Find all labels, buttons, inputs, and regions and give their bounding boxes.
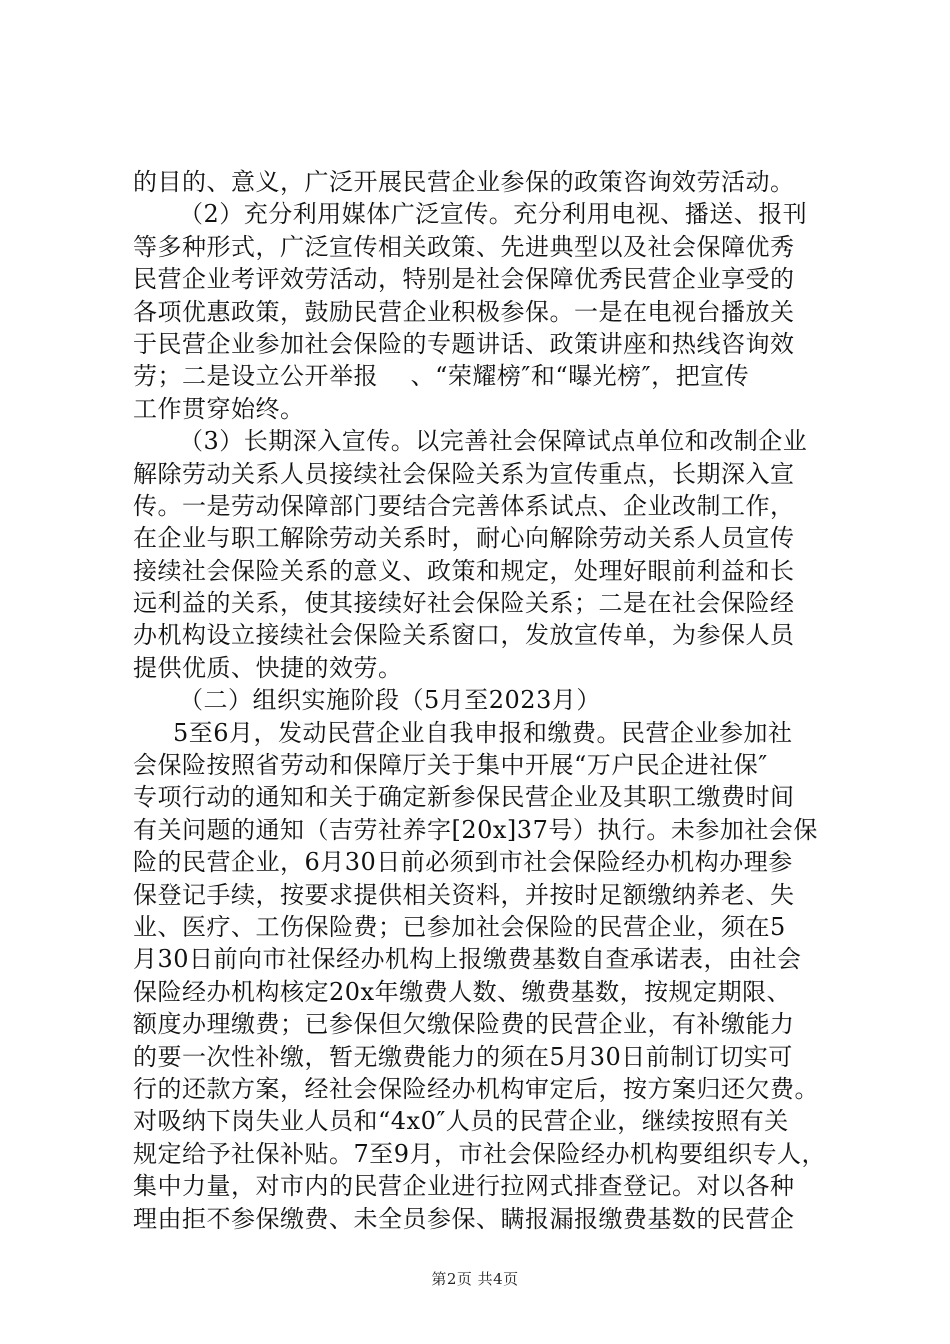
- paragraph-line: 理由拒不参保缴费、未全员参保、瞒报漏报缴费基数的民营企: [133, 1204, 795, 1233]
- paragraph-line: 传。一是劳动保障部门要结合完善体系试点、企业改制工作，: [133, 491, 795, 520]
- paragraph-line: 工作贯穿始终。: [133, 394, 305, 423]
- paragraph-line: 保登记手续，按要求提供相关资料，并按时足额缴纳养老、失: [133, 880, 795, 909]
- paragraph-line: 的目的、意义，广泛开展民营企业参保的政策咨询效劳活动。: [133, 168, 795, 196]
- paragraph-line: 险的民营企业，6月30日前必须到市社会保险经办机构办理参: [133, 848, 793, 877]
- section-heading: （二）组织实施阶段（5月至2023月）: [179, 686, 601, 715]
- paragraph-line: 等多种形式，广泛宣传相关政策、先进典型以及社会保障优秀: [133, 232, 795, 261]
- paragraph-line: 行的还款方案，经社会保险经办机构审定后，按方案归还欠费。: [133, 1074, 819, 1103]
- paragraph-line: 民营企业考评效劳活动，特别是社会保障优秀民营企业享受的: [133, 265, 795, 294]
- paragraph-line: 远利益的关系，使其接续好社会保险关系；二是在社会保险经: [133, 589, 795, 618]
- paragraph-line: 解除劳动关系人员接续社会保险关系为宣传重点，长期深入宣: [133, 459, 795, 488]
- paragraph-line: 保险经办机构核定20x年缴费人数、缴费基数，按规定期限、: [133, 977, 792, 1006]
- paragraph-line: 的要一次性补缴，暂无缴费能力的须在5月30日前制订切实可: [133, 1042, 793, 1071]
- paragraph-line: 月30日前向市社保经办机构上报缴费基数自查承诺表，由社会: [133, 945, 802, 974]
- paragraph-line: 5至6月，发动民营企业自我申报和缴费。民营企业参加社: [173, 718, 793, 747]
- paragraph-line: 规定给予社保补贴。7至9月，市社会保险经办机构要组织专人，: [133, 1139, 827, 1168]
- paragraph-line: 额度办理缴费；已参保但欠缴保险费的民营企业，有补缴能力: [133, 1010, 795, 1039]
- paragraph-line: （3）长期深入宣传。以完善社会保障试点单位和改制企业: [179, 427, 808, 456]
- document-body: [133, 166, 833, 1235]
- page-number-label: 第2页 共4页: [431, 1270, 519, 1288]
- paragraph-line: 会保险按照省劳动和保障厅关于集中开展“万户民企进社保″: [133, 751, 768, 780]
- paragraph-line: 对吸纳下岗失业人员和“4x0″人员的民营企业，继续按照有关: [133, 1107, 789, 1136]
- paragraph-line: （2）充分利用媒体广泛宣传。充分利用电视、播送、报刊: [179, 200, 808, 229]
- paragraph-line: 劳；二是设立公开举报 、“荣耀榜″和“曝光榜″，把宣传: [133, 362, 750, 391]
- paragraph-line: 办机构设立接续社会保险关系窗口，发放宣传单，为参保人员: [133, 621, 795, 650]
- paragraph-line: 接续社会保险关系的意义、政策和规定，处理好眼前利益和长: [133, 556, 795, 585]
- paragraph-line: 在企业与职工解除劳动关系时，耐心向解除劳动关系人员宣传: [133, 524, 795, 553]
- paragraph-line: 有关问题的通知（吉劳社养字[20x]37号）执行。未参加社会保: [133, 815, 818, 844]
- paragraph-line: 于民营企业参加社会保险的专题讲话、政策讲座和热线咨询效: [133, 329, 795, 358]
- paragraph-line: 各项优惠政策，鼓励民营企业积极参保。一是在电视台播放关: [133, 297, 795, 326]
- page-footer: [0, 1268, 950, 1289]
- paragraph-line: 集中力量，对市内的民营企业进行拉网式排查登记。对以各种: [133, 1172, 795, 1201]
- paragraph-line: 业、医疗、工伤保险费；已参加社会保险的民营企业，须在5: [133, 912, 786, 941]
- paragraph-line: 提供优质、快捷的效劳。: [133, 653, 403, 682]
- paragraph-line: 专项行动的通知和关于确定新参保民营企业及其职工缴费时间: [133, 783, 795, 812]
